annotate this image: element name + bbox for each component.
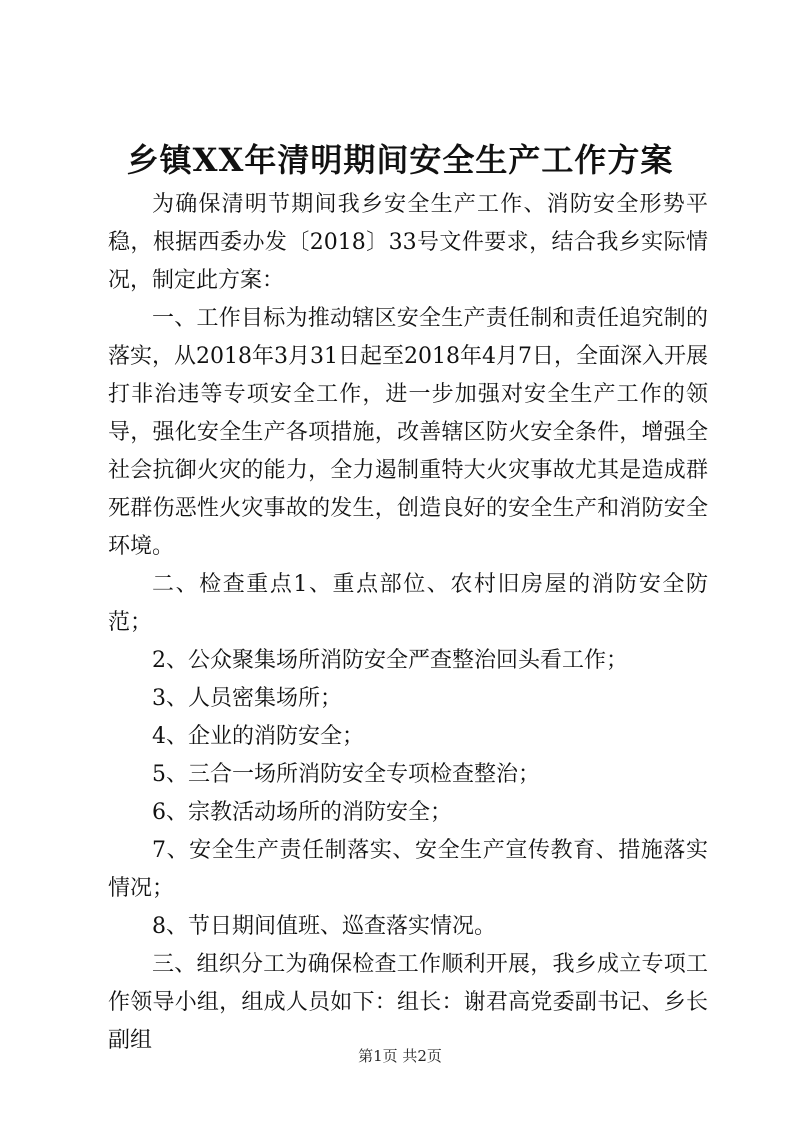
document-title: 乡镇XX年清明期间安全生产工作方案 [126, 141, 674, 179]
list-item: 5、三合一场所消防安全专项检查整治； [152, 762, 540, 787]
list-item: 3、人员密集场所； [152, 686, 342, 711]
document-body [108, 186, 708, 1060]
paragraph-work-goal: 一、工作目标为推动辖区安全生产责任制和责任追究制的落实，从2018年3月31日起至2018年4月7日，全面深入开展打非治违等专项安全工作，进一步加强对安全生产工作的领导，强化安全生产各项措施，改善辖区防火安全条件，增强全社会抗御火灾的能力，全力遏制重特大火灾事故尤其是造成群死群伤恶性火灾事故的发生，创造良好的安全生产和消防安全环境。 [108, 306, 708, 559]
list-item: 8、节日期间值班、巡查落实情况。 [152, 914, 496, 939]
list-item: 6、宗教活动场所的消防安全； [152, 800, 452, 825]
list-item: 2、公众聚集场所消防安全严查整治回头看工作； [152, 648, 628, 673]
list-item: 4、企业的消防安全； [152, 724, 364, 749]
page-number-footer: 第1页 共2页 [358, 1047, 442, 1065]
paragraph-inspection-focus: 二、检查重点1、重点部位、农村旧房屋的消防安全防范； [108, 572, 708, 635]
paragraph-intro: 为确保清明节期间我乡安全生产工作、消防安全形势平稳，根据西委办发〔2018〕33号文件要求，结合我乡实际情况，制定此方案： [108, 192, 708, 293]
paragraph-organization: 三、组织分工为确保检查工作顺利开展，我乡成立专项工作领导小组，组成人员如下：组长：谢君高党委副书记、乡长副组 [108, 952, 708, 1053]
list-item: 7、安全生产责任制落实、安全生产宣传教育、措施落实情况； [108, 838, 708, 901]
